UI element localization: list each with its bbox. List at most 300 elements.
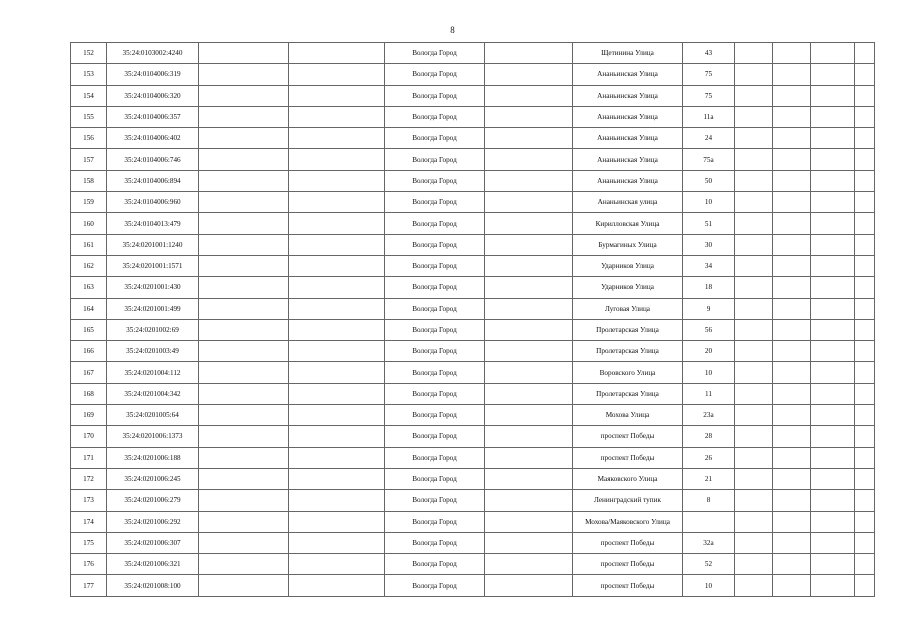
cadastral-number-cell: 35:24:0201005:64	[107, 405, 199, 426]
empty-cell	[735, 128, 773, 149]
row-number-cell: 164	[71, 298, 107, 319]
empty-cell	[289, 213, 385, 234]
house-number-cell: 26	[683, 447, 735, 468]
house-number-cell: 8	[683, 490, 735, 511]
street-cell: Ананьинская Улица	[573, 149, 683, 170]
table-row	[71, 64, 875, 85]
empty-cell	[811, 277, 855, 298]
row-number-cell: 163	[71, 277, 107, 298]
cadastral-number-cell: 35:24:0201006:1373	[107, 426, 199, 447]
page-number: 8	[450, 25, 455, 35]
city-cell: Вологда Город	[385, 511, 485, 532]
city-cell: Вологда Город	[385, 490, 485, 511]
row-number-cell: 162	[71, 255, 107, 276]
empty-cell	[289, 64, 385, 85]
row-number-cell: 173	[71, 490, 107, 511]
empty-cell	[735, 511, 773, 532]
street-cell: Бурмагиных Улица	[573, 234, 683, 255]
empty-cell	[485, 362, 573, 383]
empty-cell	[199, 85, 289, 106]
empty-cell	[811, 298, 855, 319]
empty-cell	[855, 298, 875, 319]
cadastral-number-cell: 35:24:0104006:357	[107, 106, 199, 127]
empty-cell	[199, 277, 289, 298]
empty-cell	[735, 575, 773, 596]
empty-cell	[485, 405, 573, 426]
empty-cell	[811, 575, 855, 596]
row-number-cell: 169	[71, 405, 107, 426]
empty-cell	[199, 319, 289, 340]
empty-cell	[773, 255, 811, 276]
street-cell: Пролетарская Улица	[573, 319, 683, 340]
empty-cell	[811, 405, 855, 426]
empty-cell	[485, 234, 573, 255]
table-row	[71, 128, 875, 149]
empty-cell	[773, 405, 811, 426]
empty-cell	[811, 362, 855, 383]
street-cell: Воровского Улица	[573, 362, 683, 383]
empty-cell	[773, 575, 811, 596]
empty-cell	[855, 213, 875, 234]
empty-cell	[485, 64, 573, 85]
empty-cell	[811, 149, 855, 170]
empty-cell	[199, 43, 289, 64]
street-cell: Пролетарская Улица	[573, 341, 683, 362]
row-number-cell: 157	[71, 149, 107, 170]
street-cell: проспект Победы	[573, 532, 683, 553]
empty-cell	[485, 383, 573, 404]
empty-cell	[855, 43, 875, 64]
empty-cell	[811, 490, 855, 511]
row-number-cell: 158	[71, 170, 107, 191]
empty-cell	[811, 43, 855, 64]
table-row	[71, 106, 875, 127]
empty-cell	[855, 426, 875, 447]
cadastral-number-cell: 35:24:0201004:112	[107, 362, 199, 383]
empty-cell	[289, 192, 385, 213]
empty-cell	[773, 277, 811, 298]
house-number-cell: 18	[683, 277, 735, 298]
city-cell: Вологда Город	[385, 128, 485, 149]
empty-cell	[199, 362, 289, 383]
street-cell: проспект Победы	[573, 575, 683, 596]
empty-cell	[199, 106, 289, 127]
empty-cell	[773, 383, 811, 404]
row-number-cell: 174	[71, 511, 107, 532]
street-cell: проспект Победы	[573, 426, 683, 447]
empty-cell	[199, 64, 289, 85]
empty-cell	[773, 192, 811, 213]
empty-cell	[773, 106, 811, 127]
house-number-cell: 43	[683, 43, 735, 64]
city-cell: Вологда Город	[385, 85, 485, 106]
empty-cell	[735, 532, 773, 553]
empty-cell	[811, 255, 855, 276]
row-number-cell: 154	[71, 85, 107, 106]
empty-cell	[735, 383, 773, 404]
empty-cell	[855, 405, 875, 426]
table-row	[71, 170, 875, 191]
table-row	[71, 511, 875, 532]
city-cell: Вологда Город	[385, 43, 485, 64]
empty-cell	[855, 468, 875, 489]
empty-cell	[735, 554, 773, 575]
empty-cell	[773, 554, 811, 575]
empty-cell	[485, 277, 573, 298]
empty-cell	[855, 383, 875, 404]
empty-cell	[811, 447, 855, 468]
cadastral-number-cell: 35:24:0104006:320	[107, 85, 199, 106]
empty-cell	[811, 128, 855, 149]
empty-cell	[811, 554, 855, 575]
empty-cell	[735, 426, 773, 447]
empty-cell	[199, 575, 289, 596]
house-number-cell: 75а	[683, 149, 735, 170]
empty-cell	[735, 255, 773, 276]
cadastral-number-cell: 35:24:0201001:499	[107, 298, 199, 319]
house-number-cell: 11	[683, 383, 735, 404]
empty-cell	[773, 532, 811, 553]
street-cell: Ананьинская Улица	[573, 128, 683, 149]
empty-cell	[485, 192, 573, 213]
city-cell: Вологда Город	[385, 554, 485, 575]
empty-cell	[289, 532, 385, 553]
table-row	[71, 319, 875, 340]
empty-cell	[199, 554, 289, 575]
city-cell: Вологда Город	[385, 575, 485, 596]
table-row	[71, 575, 875, 596]
empty-cell	[199, 532, 289, 553]
empty-cell	[199, 298, 289, 319]
empty-cell	[199, 490, 289, 511]
row-number-cell: 166	[71, 341, 107, 362]
empty-cell	[855, 128, 875, 149]
empty-cell	[485, 341, 573, 362]
house-number-cell: 10	[683, 362, 735, 383]
street-cell: Кирилловская Улица	[573, 213, 683, 234]
city-cell: Вологда Город	[385, 106, 485, 127]
empty-cell	[289, 490, 385, 511]
table-row	[71, 149, 875, 170]
empty-cell	[485, 213, 573, 234]
empty-cell	[485, 149, 573, 170]
empty-cell	[773, 128, 811, 149]
empty-cell	[289, 149, 385, 170]
house-number-cell: 34	[683, 255, 735, 276]
empty-cell	[735, 149, 773, 170]
empty-cell	[773, 341, 811, 362]
table-row	[71, 192, 875, 213]
empty-cell	[485, 447, 573, 468]
empty-cell	[289, 277, 385, 298]
empty-cell	[289, 383, 385, 404]
empty-cell	[199, 234, 289, 255]
empty-cell	[855, 575, 875, 596]
cadastral-number-cell: 35:24:0103002:4240	[107, 43, 199, 64]
cadastral-number-cell: 35:24:0201006:188	[107, 447, 199, 468]
empty-cell	[735, 447, 773, 468]
cadastral-number-cell: 35:24:0104006:402	[107, 128, 199, 149]
table-row	[71, 234, 875, 255]
empty-cell	[811, 64, 855, 85]
city-cell: Вологда Город	[385, 319, 485, 340]
empty-cell	[855, 192, 875, 213]
empty-cell	[811, 192, 855, 213]
empty-cell	[773, 213, 811, 234]
empty-cell	[855, 447, 875, 468]
cadastral-number-cell: 35:24:0201006:245	[107, 468, 199, 489]
house-number-cell: 51	[683, 213, 735, 234]
city-cell: Вологда Город	[385, 532, 485, 553]
empty-cell	[811, 468, 855, 489]
empty-cell	[485, 490, 573, 511]
cadastral-number-cell: 35:24:0201003:49	[107, 341, 199, 362]
empty-cell	[855, 341, 875, 362]
empty-cell	[289, 170, 385, 191]
table-body	[71, 43, 875, 597]
street-cell: Ананьинская Улица	[573, 85, 683, 106]
street-cell: Маяковского Улица	[573, 468, 683, 489]
city-cell: Вологда Город	[385, 383, 485, 404]
city-cell: Вологда Город	[385, 341, 485, 362]
empty-cell	[199, 170, 289, 191]
empty-cell	[289, 341, 385, 362]
empty-cell	[855, 64, 875, 85]
city-cell: Вологда Город	[385, 170, 485, 191]
table-row	[71, 447, 875, 468]
empty-cell	[289, 43, 385, 64]
cadastral-number-cell: 35:24:0201008:100	[107, 575, 199, 596]
empty-cell	[485, 128, 573, 149]
city-cell: Вологда Город	[385, 468, 485, 489]
row-number-cell: 168	[71, 383, 107, 404]
empty-cell	[485, 426, 573, 447]
empty-cell	[289, 319, 385, 340]
cadastral-number-cell: 35:24:0201006:279	[107, 490, 199, 511]
empty-cell	[773, 319, 811, 340]
empty-cell	[855, 490, 875, 511]
cadastral-number-cell: 35:24:0201001:430	[107, 277, 199, 298]
city-cell: Вологда Город	[385, 405, 485, 426]
empty-cell	[773, 298, 811, 319]
cadastral-number-cell: 35:24:0201001:1571	[107, 255, 199, 276]
empty-cell	[773, 85, 811, 106]
empty-cell	[735, 213, 773, 234]
empty-cell	[735, 319, 773, 340]
empty-cell	[855, 511, 875, 532]
empty-cell	[485, 298, 573, 319]
empty-cell	[485, 554, 573, 575]
empty-cell	[485, 255, 573, 276]
empty-cell	[485, 106, 573, 127]
row-number-cell: 167	[71, 362, 107, 383]
empty-cell	[485, 319, 573, 340]
empty-cell	[485, 532, 573, 553]
house-number-cell: 75	[683, 85, 735, 106]
house-number-cell: 30	[683, 234, 735, 255]
property-registry-table	[70, 42, 875, 597]
empty-cell	[773, 64, 811, 85]
street-cell: Ударников Улица	[573, 277, 683, 298]
empty-cell	[735, 234, 773, 255]
empty-cell	[855, 554, 875, 575]
street-cell: Пролетарская Улица	[573, 383, 683, 404]
empty-cell	[735, 298, 773, 319]
empty-cell	[773, 170, 811, 191]
empty-cell	[289, 426, 385, 447]
house-number-cell: 24	[683, 128, 735, 149]
house-number-cell	[683, 511, 735, 532]
empty-cell	[735, 405, 773, 426]
table-row	[71, 298, 875, 319]
empty-cell	[855, 106, 875, 127]
table-row	[71, 468, 875, 489]
empty-cell	[773, 511, 811, 532]
table-row	[71, 43, 875, 64]
empty-cell	[485, 85, 573, 106]
street-cell: Ананьинская Улица	[573, 170, 683, 191]
empty-cell	[855, 149, 875, 170]
empty-cell	[735, 192, 773, 213]
house-number-cell: 10	[683, 575, 735, 596]
empty-cell	[855, 319, 875, 340]
house-number-cell: 9	[683, 298, 735, 319]
empty-cell	[485, 468, 573, 489]
table-row	[71, 405, 875, 426]
empty-cell	[485, 43, 573, 64]
empty-cell	[289, 106, 385, 127]
cadastral-number-cell: 35:24:0201001:1240	[107, 234, 199, 255]
cadastral-number-cell: 35:24:0104006:746	[107, 149, 199, 170]
row-number-cell: 177	[71, 575, 107, 596]
street-cell: Мохова/Маяковского Улица	[573, 511, 683, 532]
row-number-cell: 155	[71, 106, 107, 127]
empty-cell	[811, 85, 855, 106]
empty-cell	[289, 362, 385, 383]
city-cell: Вологда Город	[385, 234, 485, 255]
row-number-cell: 175	[71, 532, 107, 553]
city-cell: Вологда Город	[385, 362, 485, 383]
empty-cell	[735, 490, 773, 511]
cadastral-number-cell: 35:24:0201006:292	[107, 511, 199, 532]
empty-cell	[811, 532, 855, 553]
row-number-cell: 176	[71, 554, 107, 575]
house-number-cell: 11а	[683, 106, 735, 127]
empty-cell	[735, 341, 773, 362]
house-number-cell: 28	[683, 426, 735, 447]
street-cell: Ленинградский тупик	[573, 490, 683, 511]
empty-cell	[289, 85, 385, 106]
house-number-cell: 52	[683, 554, 735, 575]
empty-cell	[199, 255, 289, 276]
street-cell: Ананьинская Улица	[573, 106, 683, 127]
house-number-cell: 50	[683, 170, 735, 191]
city-cell: Вологда Город	[385, 277, 485, 298]
empty-cell	[289, 575, 385, 596]
empty-cell	[199, 341, 289, 362]
cadastral-number-cell: 35:24:0104006:960	[107, 192, 199, 213]
empty-cell	[735, 468, 773, 489]
street-cell: Ананьинская Улица	[573, 64, 683, 85]
cadastral-number-cell: 35:24:0201006:321	[107, 554, 199, 575]
empty-cell	[199, 149, 289, 170]
empty-cell	[811, 234, 855, 255]
street-cell: проспект Победы	[573, 554, 683, 575]
street-cell: Мохова Улица	[573, 405, 683, 426]
empty-cell	[289, 468, 385, 489]
empty-cell	[199, 192, 289, 213]
street-cell: Луговая Улица	[573, 298, 683, 319]
empty-cell	[199, 447, 289, 468]
empty-cell	[855, 170, 875, 191]
row-number-cell: 160	[71, 213, 107, 234]
cadastral-number-cell: 35:24:0201006:307	[107, 532, 199, 553]
empty-cell	[773, 43, 811, 64]
empty-cell	[855, 532, 875, 553]
row-number-cell: 170	[71, 426, 107, 447]
row-number-cell: 152	[71, 43, 107, 64]
empty-cell	[773, 447, 811, 468]
row-number-cell: 153	[71, 64, 107, 85]
cadastral-number-cell: 35:24:0104006:894	[107, 170, 199, 191]
city-cell: Вологда Город	[385, 255, 485, 276]
house-number-cell: 56	[683, 319, 735, 340]
empty-cell	[289, 405, 385, 426]
empty-cell	[811, 170, 855, 191]
empty-cell	[811, 341, 855, 362]
empty-cell	[735, 43, 773, 64]
cadastral-number-cell: 35:24:0201002:69	[107, 319, 199, 340]
empty-cell	[773, 234, 811, 255]
empty-cell	[485, 511, 573, 532]
table-row	[71, 277, 875, 298]
table-row	[71, 426, 875, 447]
table-row	[71, 85, 875, 106]
empty-cell	[485, 170, 573, 191]
empty-cell	[289, 128, 385, 149]
empty-cell	[289, 234, 385, 255]
empty-cell	[855, 85, 875, 106]
row-number-cell: 165	[71, 319, 107, 340]
row-number-cell: 156	[71, 128, 107, 149]
house-number-cell: 75	[683, 64, 735, 85]
empty-cell	[773, 362, 811, 383]
house-number-cell: 23а	[683, 405, 735, 426]
empty-cell	[811, 213, 855, 234]
table-row	[71, 341, 875, 362]
cadastral-number-cell: 35:24:0104006:319	[107, 64, 199, 85]
empty-cell	[773, 426, 811, 447]
house-number-cell: 10	[683, 192, 735, 213]
empty-cell	[199, 213, 289, 234]
empty-cell	[735, 85, 773, 106]
empty-cell	[289, 255, 385, 276]
cadastral-number-cell: 35:24:0104013:479	[107, 213, 199, 234]
street-cell: проспект Победы	[573, 447, 683, 468]
street-cell: Щетинина Улица	[573, 43, 683, 64]
table-row	[71, 383, 875, 404]
empty-cell	[773, 149, 811, 170]
city-cell: Вологда Город	[385, 298, 485, 319]
empty-cell	[735, 64, 773, 85]
city-cell: Вологда Город	[385, 426, 485, 447]
empty-cell	[199, 511, 289, 532]
table-row	[71, 255, 875, 276]
house-number-cell: 32а	[683, 532, 735, 553]
city-cell: Вологда Город	[385, 213, 485, 234]
empty-cell	[855, 362, 875, 383]
empty-cell	[199, 468, 289, 489]
